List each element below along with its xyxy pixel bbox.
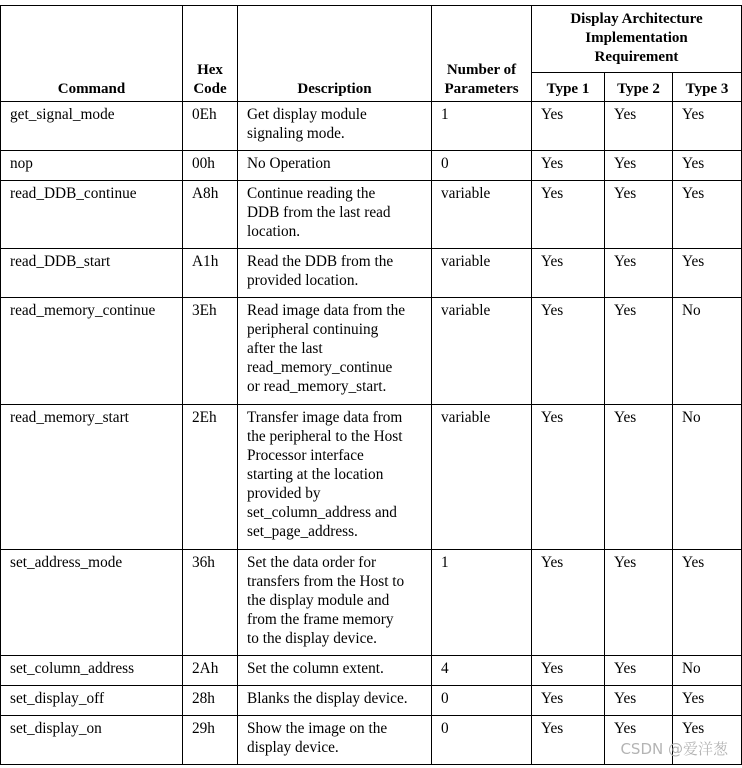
cell-hex-code: 2Ah	[183, 656, 238, 686]
cell-type-3: Yes	[673, 151, 742, 181]
cell-hex-code: 29h	[183, 716, 238, 765]
cell-parameters: 0	[432, 716, 532, 765]
cell-command: read_DDB_continue	[1, 181, 183, 249]
cell-type-2: Yes	[605, 716, 673, 765]
cell-type-1: Yes	[532, 656, 605, 686]
cell-parameters: variable	[432, 298, 532, 405]
cell-parameters: variable	[432, 405, 532, 550]
cell-type-1: Yes	[532, 181, 605, 249]
header-display-architecture-group: Display Architecture Implementation Requirement	[532, 6, 742, 73]
cell-hex-code: 00h	[183, 151, 238, 181]
cell-description: Blanks the display device.	[238, 686, 432, 716]
cell-hex-code: 28h	[183, 686, 238, 716]
cell-description: Get display module signaling mode.	[238, 102, 432, 151]
cell-description: Transfer image data from the peripheral to the Host Processor interface starting at the location provided by set_column_address and set_page_address.	[238, 405, 432, 550]
cell-parameters: 4	[432, 656, 532, 686]
table-row	[1, 181, 742, 249]
header-hex-code: Hex Code	[183, 6, 238, 102]
header-description: Description	[238, 6, 432, 102]
cell-type-1: Yes	[532, 298, 605, 405]
cell-parameters: variable	[432, 181, 532, 249]
dcs-command-table	[0, 5, 742, 765]
cell-type-2: Yes	[605, 102, 673, 151]
cell-type-3: No	[673, 656, 742, 686]
cell-type-3: No	[673, 298, 742, 405]
cell-parameters: 1	[432, 550, 532, 656]
cell-command: set_column_address	[1, 656, 183, 686]
cell-type-2: Yes	[605, 298, 673, 405]
cell-parameters: 1	[432, 102, 532, 151]
cell-command: set_address_mode	[1, 550, 183, 656]
cell-hex-code: A8h	[183, 181, 238, 249]
cell-type-3: Yes	[673, 686, 742, 716]
header-type-1: Type 1	[532, 73, 605, 102]
cell-type-3: Yes	[673, 181, 742, 249]
cell-hex-code: 0Eh	[183, 102, 238, 151]
cell-type-1: Yes	[532, 405, 605, 550]
table-row	[1, 298, 742, 405]
cell-type-3: Yes	[673, 550, 742, 656]
cell-parameters: 0	[432, 686, 532, 716]
cell-command: nop	[1, 151, 183, 181]
table-row	[1, 249, 742, 298]
cell-type-2: Yes	[605, 550, 673, 656]
cell-type-2: Yes	[605, 656, 673, 686]
cell-hex-code: 3Eh	[183, 298, 238, 405]
cell-hex-code: 2Eh	[183, 405, 238, 550]
cell-type-2: Yes	[605, 686, 673, 716]
header-type-2: Type 2	[605, 73, 673, 102]
cell-type-1: Yes	[532, 102, 605, 151]
cell-type-3: No	[673, 405, 742, 550]
cell-type-1: Yes	[532, 550, 605, 656]
table-row	[1, 550, 742, 656]
cell-command: set_display_on	[1, 716, 183, 765]
header-number-of-parameters: Number of Parameters	[432, 6, 532, 102]
table-row	[1, 716, 742, 765]
cell-type-2: Yes	[605, 151, 673, 181]
cell-description: Read the DDB from the provided location.	[238, 249, 432, 298]
cell-hex-code: 36h	[183, 550, 238, 656]
cell-type-2: Yes	[605, 249, 673, 298]
cell-command: read_memory_continue	[1, 298, 183, 405]
cell-type-1: Yes	[532, 716, 605, 765]
cell-description: Set the column extent.	[238, 656, 432, 686]
cell-type-3: Yes	[673, 716, 742, 765]
cell-hex-code: A1h	[183, 249, 238, 298]
table-row	[1, 151, 742, 181]
cell-command: read_DDB_start	[1, 249, 183, 298]
csdn-watermark: CSDN @爱洋葱	[620, 740, 728, 758]
cell-type-2: Yes	[605, 405, 673, 550]
cell-type-1: Yes	[532, 249, 605, 298]
table-row	[1, 405, 742, 550]
cell-parameters: variable	[432, 249, 532, 298]
cell-parameters: 0	[432, 151, 532, 181]
cell-command: set_display_off	[1, 686, 183, 716]
cell-type-3: Yes	[673, 249, 742, 298]
header-command: Command	[1, 6, 183, 102]
cell-type-2: Yes	[605, 181, 673, 249]
cell-type-1: Yes	[532, 686, 605, 716]
cell-type-1: Yes	[532, 151, 605, 181]
table-row	[1, 656, 742, 686]
cell-command: get_signal_mode	[1, 102, 183, 151]
table-row	[1, 102, 742, 151]
cell-description: No Operation	[238, 151, 432, 181]
header-type-3: Type 3	[673, 73, 742, 102]
cell-description: Continue reading the DDB from the last read location.	[238, 181, 432, 249]
table-row	[1, 686, 742, 716]
cell-command: read_memory_start	[1, 405, 183, 550]
cell-description: Set the data order for transfers from the Host to the display module and from the frame memory to the display device.	[238, 550, 432, 656]
cell-description: Read image data from the peripheral continuing after the last read_memory_continue or read_memory_start.	[238, 298, 432, 405]
cell-type-3: Yes	[673, 102, 742, 151]
cell-description: Show the image on the display device.	[238, 716, 432, 765]
